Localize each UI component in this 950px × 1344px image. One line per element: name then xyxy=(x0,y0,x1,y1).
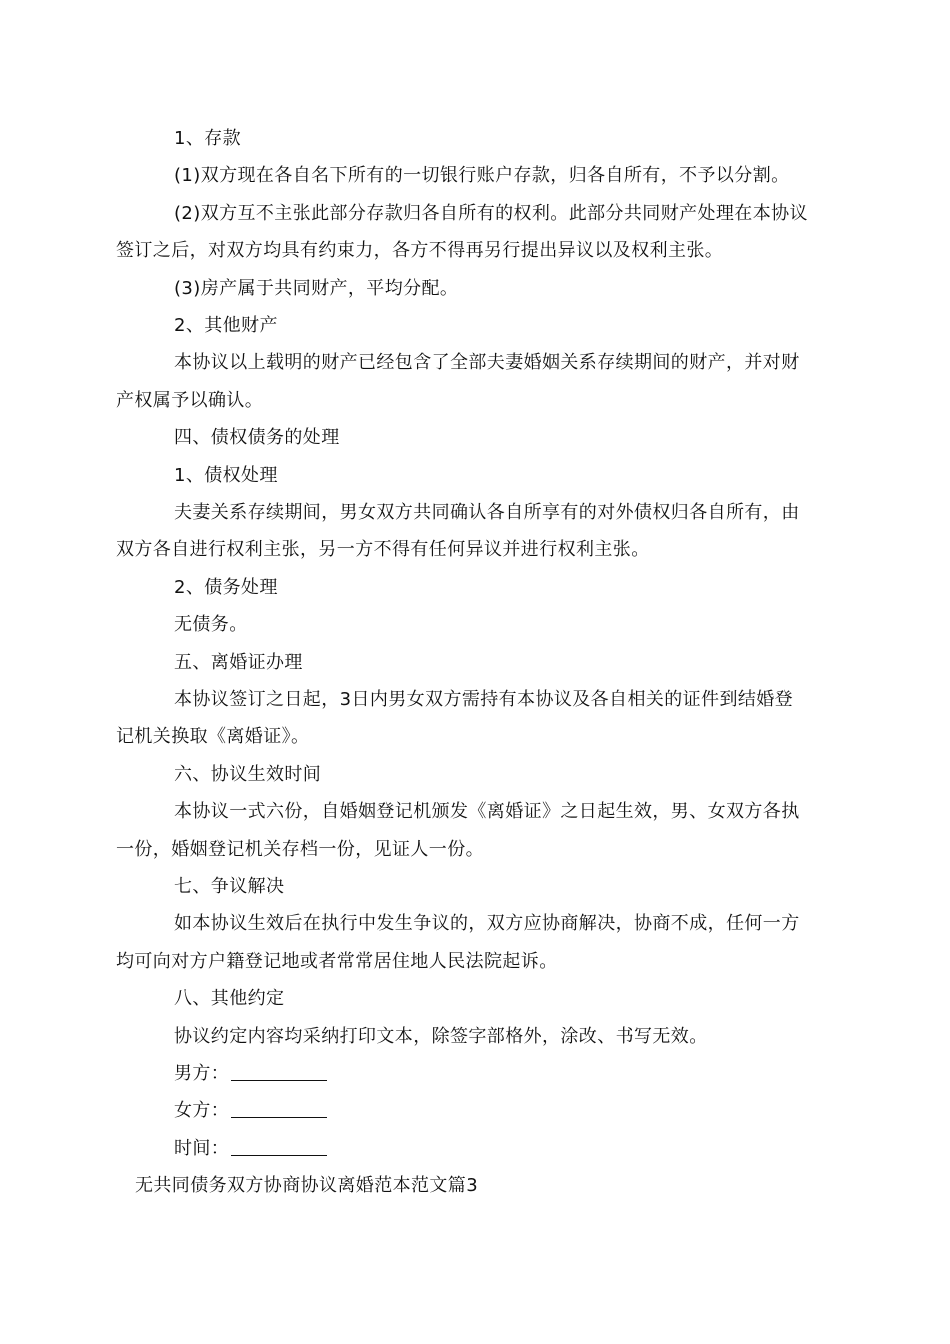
signature-time-row xyxy=(174,1137,327,1161)
signature-male-blank xyxy=(231,1062,327,1081)
paragraph-line: 本协议签订之日起，3日内男女双方需持有本协议及各自相关的证件到结婚登 xyxy=(174,689,794,710)
section-effective-heading: 六、协议生效时间 xyxy=(174,764,322,785)
signature-male-row xyxy=(174,1062,327,1086)
subsection-heading: 1、债权处理 xyxy=(174,465,278,486)
signature-time-blank xyxy=(231,1137,327,1156)
signature-female-label: 女方： xyxy=(174,1100,230,1121)
subsection-heading: 2、债务处理 xyxy=(174,577,278,598)
signature-male-label: 男方： xyxy=(174,1063,230,1084)
paragraph-line: 夫妻关系存续期间，男女双方共同确认各自所享有的对外债权归各自所有，由 xyxy=(174,502,800,523)
section-other-property-heading: 2、其他财产 xyxy=(174,315,278,336)
paragraph-line: 一份，婚姻登记机关存档一份，见证人一份。 xyxy=(116,839,484,860)
section-debt-heading: 四、债权债务的处理 xyxy=(174,427,340,448)
paragraph-line: 均可向对方户籍登记地或者常常居住地人民法院起诉。 xyxy=(116,951,558,972)
section-other-agreement-heading: 八、其他约定 xyxy=(174,988,285,1009)
paragraph-line: 记机关换取《离婚证》。 xyxy=(116,726,310,747)
paragraph-line: (3)房产属于共同财产，平均分配。 xyxy=(174,278,459,299)
paragraph-line: 协议约定内容均采纳打印文本，除签字部格外，涂改、书写无效。 xyxy=(174,1026,708,1047)
next-article-title: 无共同债务双方协商协议离婚范本范文篇3 xyxy=(135,1175,479,1196)
paragraph-line: 无债务。 xyxy=(174,614,248,635)
signature-female-blank xyxy=(231,1099,327,1118)
paragraph-line: (2)双方互不主张此部分存款归各自所有的权利。此部分共同财产处理在本协议 xyxy=(174,203,808,224)
section-deposit-heading: 1、存款 xyxy=(174,128,242,149)
section-certificate-heading: 五、离婚证办理 xyxy=(174,652,303,673)
paragraph-line: 签订之后，对双方均具有约束力，各方不得再另行提出异议以及权利主张。 xyxy=(116,240,724,261)
paragraph-line: 如本协议生效后在执行中发生争议的，双方应协商解决，协商不成，任何一方 xyxy=(174,913,800,934)
paragraph-line: 双方各自进行权利主张，另一方不得有任何异议并进行权利主张。 xyxy=(116,539,650,560)
section-dispute-heading: 七、争议解决 xyxy=(174,876,285,897)
signature-time-label: 时间： xyxy=(174,1138,230,1159)
paragraph-line: 本协议以上载明的财产已经包含了全部夫妻婚姻关系存续期间的财产，并对财 xyxy=(174,352,800,373)
signature-female-row xyxy=(174,1099,327,1123)
paragraph-line: (1)双方现在各自名下所有的一切银行账户存款，归各自所有，不予以分割。 xyxy=(174,165,790,186)
paragraph-line: 本协议一式六份，自婚姻登记机颁发《离婚证》之日起生效，男、女双方各执 xyxy=(174,801,800,822)
paragraph-line: 产权属予以确认。 xyxy=(116,390,264,411)
